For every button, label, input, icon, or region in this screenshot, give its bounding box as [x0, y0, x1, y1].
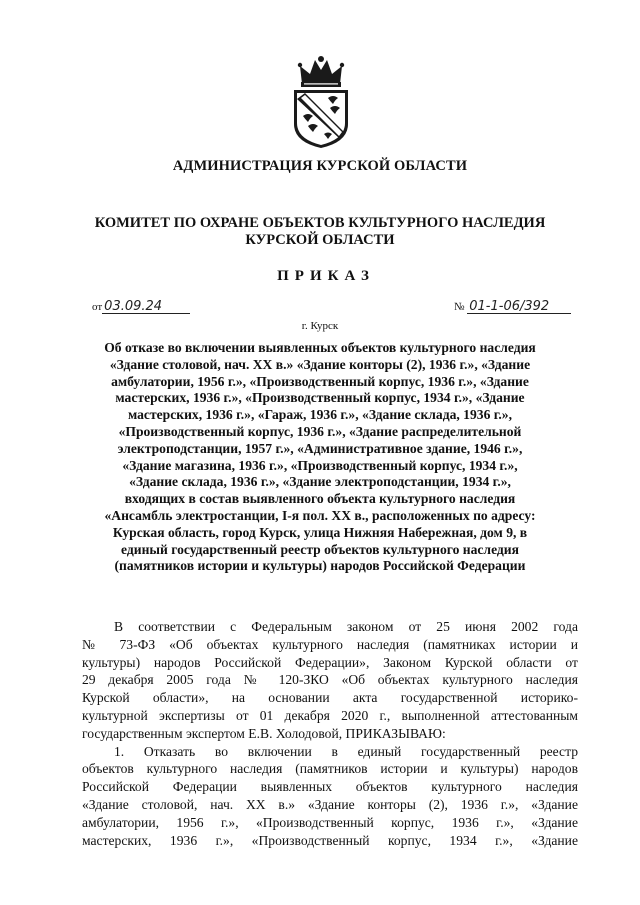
subject-line: «Здание склада, 1936 г.», «Здание электроподстанции, 1934 г.», — [129, 474, 511, 490]
body-line: государственным экспертом Е.В. Холодовой, ПРИКАЗЫВАЮ: — [82, 725, 446, 741]
body-line: № 73-ФЗ «Об объектах культурного наследия (памятниках истории и — [82, 636, 578, 652]
subject-line: (памятников истории и культуры) народов Российской Федерации — [114, 558, 526, 574]
body-line: «Здание столовой, нач. XX в.» «Здание конторы (2), 1936 г.», «Здание — [82, 796, 578, 812]
subject-line: амбулатории, 1956 г.», «Производственный корпус, 1936 г.», «Здание — [111, 373, 529, 389]
document-number-field — [454, 300, 571, 314]
agency-title: АДМИНИСТРАЦИЯ КУРСКОЙ ОБЛАСТИ — [172, 158, 468, 174]
subject-line: мастерских, 1936 г.», «Производственный корпус, 1934 г.», «Здание — [115, 390, 525, 406]
handwritten-number: 01-1-06/392 — [467, 300, 571, 314]
subject-line: Курская область, город Курск, улица Нижняя Набережная, дом 9, в — [112, 524, 528, 540]
body-line: В соответствии с Федеральным законом от 25 июня 2002 года — [114, 619, 578, 634]
number-prefix: № — [454, 301, 465, 313]
body-line: культуры) народов Российской Федерации», Законом Курской области от — [82, 654, 578, 670]
body-line: амбулатории, 1956 г.», «Производственный корпус, 1936 г.», «Здание — [82, 814, 578, 830]
subject-line: мастерских, 1936 г.», «Гараж, 1936 г.», «Здание склада, 1936 г.», — [127, 407, 513, 423]
subject-line: «Здание магазина, 1936 г.», «Производственный корпус, 1934 г.», — [122, 457, 518, 473]
body-line: мастерских, 1936 г.», «Производственный корпус, 1934 г.», «Здание — [82, 832, 578, 848]
subject-line: «Здание столовой, нач. XX в.» «Здание конторы (2), 1936 г.», «Здание — [109, 356, 531, 372]
date-field — [92, 300, 190, 314]
committee-title-line: КОМИТЕТ ПО ОХРАНЕ ОБЪЕКТОВ КУЛЬТУРНОГО НАСЛЕДИЯ — [94, 215, 546, 231]
subject-line: электроподстанции, 1957 г.», «Административное здание, 1946 г.», — [117, 440, 523, 456]
body-line: культурной экспертизы от 01 декабря 2020 г., выполненной аттестованным — [82, 707, 578, 723]
body-line: 29 декабря 2005 года № 120-ЗКО «Об объектах культурного наследия — [82, 672, 578, 688]
body-line: 1. Отказать во включении в единый государственный реестр — [114, 743, 578, 759]
subject-line: единый государственный реестр объектов культурного наследия — [121, 541, 519, 557]
subject-line: «Производственный корпус, 1936 г.», «Здание распределительной — [118, 423, 522, 439]
body-line: объектов культурного наследия (памятников истории и культуры) народов — [82, 761, 578, 777]
committee-title-line: КУРСКОЙ ОБЛАСТИ — [245, 232, 395, 248]
body-line: Российской Федерации выявленных объектов культурного наследия — [82, 779, 578, 795]
order-subject — [84, 340, 556, 575]
date-prefix: от — [92, 301, 103, 313]
order-body — [82, 618, 578, 849]
city-label: г. Курск — [301, 320, 339, 332]
subject-line: входящих в состав выявленного объекта культурного наследия — [124, 491, 516, 507]
document-type-heading: ПРИКАЗ — [277, 268, 375, 284]
subject-line: Об отказе во включении выявленных объектов культурного наследия — [104, 340, 536, 355]
handwritten-date: 03.09.24 — [102, 300, 190, 314]
body-line: Курской области», на основании акта государственной историко- — [82, 690, 578, 706]
subject-line: «Ансамбль электростанции, I-я пол. XX в., расположенных по адресу: — [104, 507, 536, 523]
committee-title — [70, 215, 570, 249]
coat-of-arms-emblem — [288, 54, 354, 150]
